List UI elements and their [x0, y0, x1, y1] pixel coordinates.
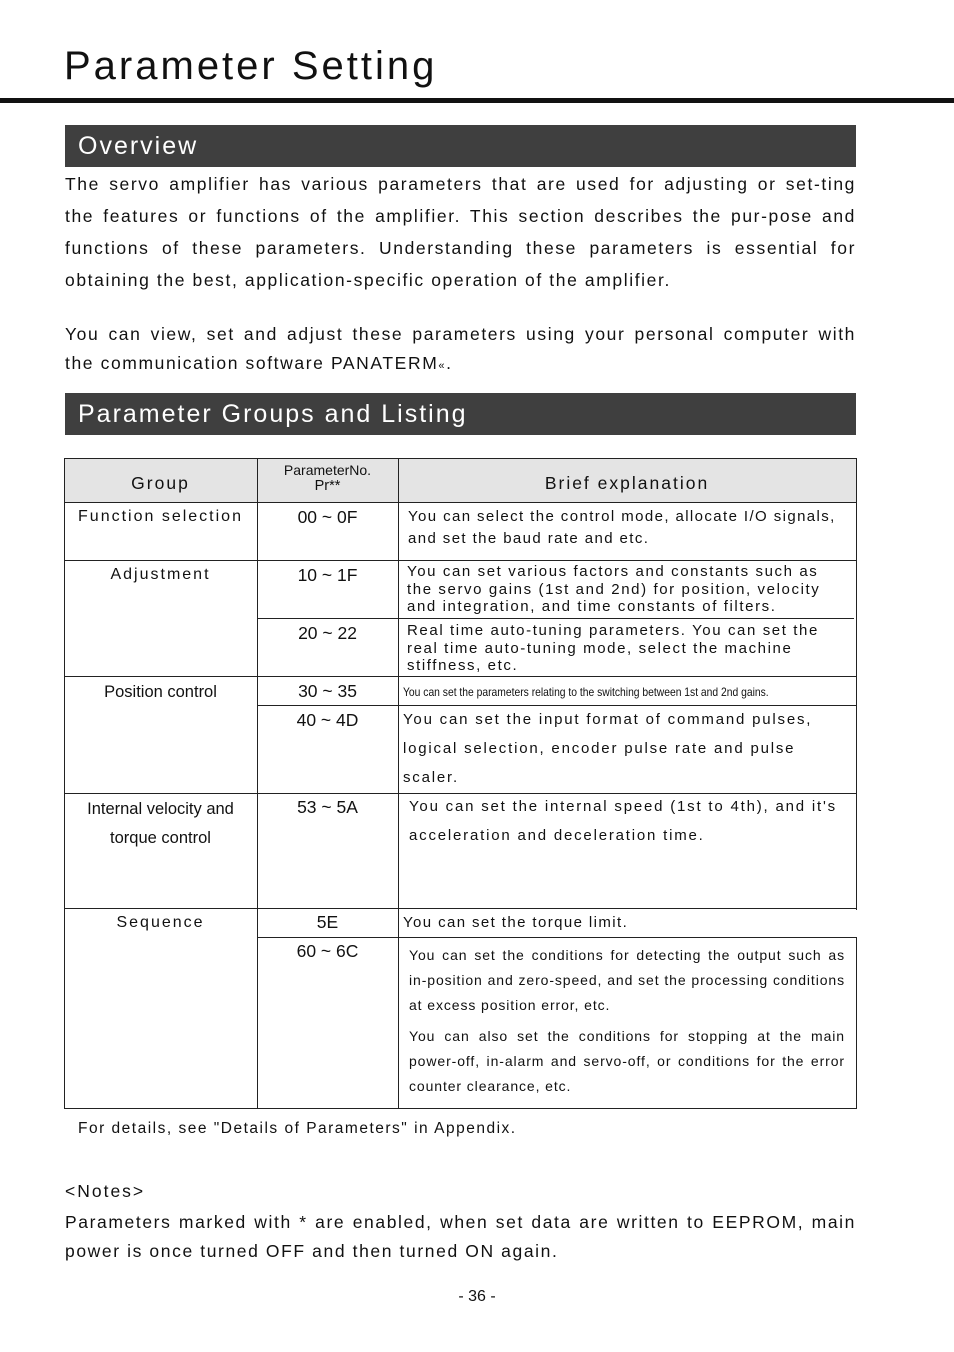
- explanation-cell-continued: You can also set the conditions for stopping at the main power-off, in-alarm and servo-off, or conditions for the error counter clearance, etc.: [409, 1028, 845, 1094]
- row-divider: [64, 908, 857, 909]
- explanation-cell: You can set various factors and constants such as the servo gains (1st and 2nd) for position, velocity and integration, and time constants of filters.: [407, 563, 821, 615]
- table-border-right-lower: [856, 938, 857, 1109]
- explanation-cell: You can select the control mode, allocate I/O signals, and set the baud rate and etc.: [408, 508, 836, 547]
- section-heading-overview: Overview: [65, 125, 856, 167]
- parameter-groups-table: [64, 458, 857, 1109]
- parameter-range: 53 ~ 5A: [297, 797, 358, 817]
- header-group: Group: [131, 473, 190, 493]
- table-border-bottom: [64, 1108, 857, 1109]
- column-divider-1: [257, 458, 258, 1109]
- group-cell: Function selection: [78, 508, 243, 525]
- parameter-range: 60 ~ 6C: [296, 941, 359, 961]
- header-parameter-no-line2: Pr**: [314, 478, 341, 494]
- header-divider: [64, 502, 857, 503]
- parameter-range: 20 ~ 22: [298, 623, 357, 643]
- explanation-cell: You can set the input format of command pulses, logical selection, encoder pulse rate and pulse scaler.: [403, 711, 813, 786]
- explanation-cell: You can set the internal speed (1st to 4th), and it's acceleration and deceleration time.: [409, 798, 837, 844]
- table-border-right: [856, 458, 857, 910]
- row-divider: [257, 937, 857, 938]
- registered-mark: «: [438, 360, 447, 372]
- page-title: Parameter Setting: [64, 44, 438, 88]
- group-cell: Position control: [104, 683, 217, 701]
- parameter-range: 10 ~ 1F: [297, 565, 358, 585]
- column-divider-2: [398, 458, 399, 1109]
- parameter-range: 30 ~ 35: [298, 681, 357, 701]
- notes-body: Parameters marked with * are enabled, when set data are written to EEPROM, main power is once turned OFF and then turned ON again.: [65, 1212, 856, 1261]
- overview-paragraph-1: The servo amplifier has various parameters that are used for adjusting or set-ting the features or functions of the amplifier. This section describes the pur-pose and functions of these parameters. Understanding these parameters is essential for obtaining the best, application-specific operation of the amplifier.: [65, 174, 856, 290]
- notes-heading: <Notes>: [65, 1181, 146, 1201]
- parameter-range: 5E: [316, 912, 339, 932]
- overview-paragraph-2-end: .: [446, 353, 453, 373]
- header-explanation: Brief explanation: [544, 473, 710, 493]
- table-footnote: For details, see "Details of Parameters" in Appendix.: [78, 1120, 517, 1137]
- row-divider: [257, 618, 854, 619]
- row-divider: [64, 676, 857, 677]
- overview-paragraph-2-text: You can view, set and adjust these parameters using your personal computer with the communication software PANATERM: [65, 324, 856, 373]
- header-parameter-no-line1: ParameterNo.: [283, 462, 372, 478]
- explanation-cell: You can set the torque limit.: [403, 914, 629, 931]
- overview-paragraph-2: [65, 320, 856, 381]
- explanation-cell: You can set the conditions for detecting the output such as in-position and zero-speed, and set the processing conditions at excess position error, etc.: [409, 947, 845, 1013]
- group-cell: Internal velocity and torque control: [87, 800, 234, 847]
- explanation-cell: You can set the parameters relating to the switching between 1st and 2nd gains.: [403, 685, 769, 699]
- group-cell: Sequence: [116, 914, 205, 931]
- page-number: - 36 -: [458, 1288, 496, 1305]
- parameter-range: 00 ~ 0F: [297, 507, 358, 527]
- table-border-left: [64, 458, 65, 1109]
- section-heading-parameter-groups: Parameter Groups and Listing: [65, 393, 856, 435]
- parameter-range: 40 ~ 4D: [296, 710, 359, 730]
- title-rule: [0, 98, 954, 103]
- explanation-cell: Real time auto-tuning parameters. You can set the real time auto-tuning mode, select the machine stiffness, etc.: [407, 622, 819, 674]
- row-divider: [64, 560, 857, 561]
- header-parameter-no: [257, 462, 398, 494]
- group-cell: Adjustment: [110, 566, 211, 583]
